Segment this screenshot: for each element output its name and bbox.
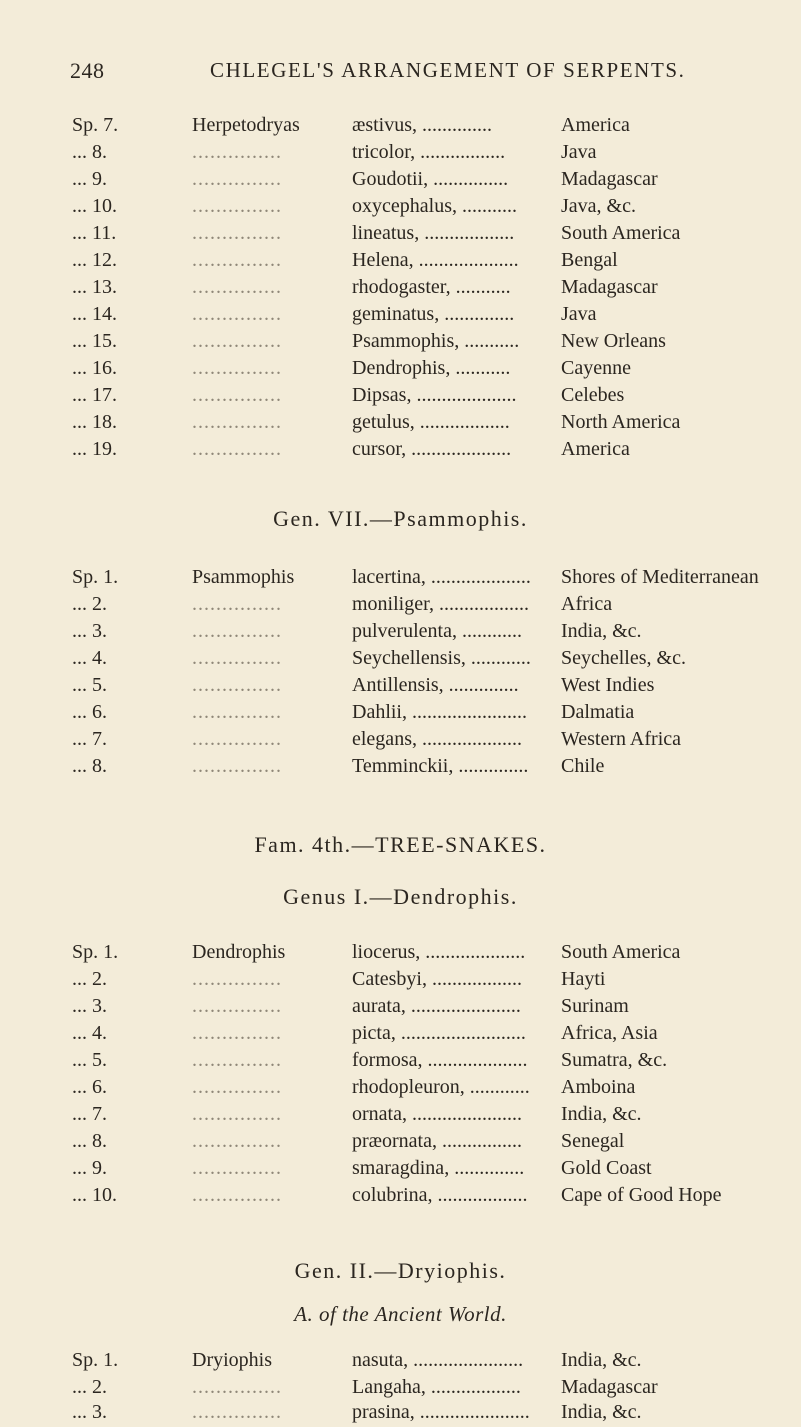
region-name: South America	[561, 222, 681, 244]
species-number: ... 2.	[72, 593, 107, 615]
genus-ditto: ...............	[192, 1130, 282, 1152]
genus-ditto: ...............	[192, 1022, 282, 1044]
list-item	[0, 726, 801, 752]
genus-ditto: ...............	[192, 968, 282, 990]
region-name: India, &c.	[561, 1103, 642, 1125]
list-item	[0, 193, 801, 219]
genus-ditto: ...............	[192, 1049, 282, 1071]
species-number: ... 8.	[72, 1130, 107, 1152]
genus-ditto: ...............	[192, 303, 282, 325]
species-number: ... 5.	[72, 674, 107, 696]
region-name: West Indies	[561, 674, 655, 696]
species-name: ornata, ......................	[352, 1103, 522, 1125]
species-name: Psammophis, ...........	[352, 330, 520, 352]
genus-name: Psammophis	[192, 566, 295, 588]
genus-ditto: ...............	[192, 1401, 282, 1423]
region-name: Sumatra, &c.	[561, 1049, 668, 1071]
species-number: ... 14.	[72, 303, 117, 325]
species-number: ... 16.	[72, 357, 117, 379]
genus-name: Herpetodryas	[192, 114, 300, 136]
species-name: rhodogaster, ...........	[352, 276, 511, 298]
region-name: Dalmatia	[561, 701, 635, 723]
genus-ditto: ...............	[192, 249, 282, 271]
species-number: ... 19.	[72, 438, 117, 460]
genus-ditto: ...............	[192, 168, 282, 190]
region-name: Senegal	[561, 1130, 625, 1152]
genus-ditto: ...............	[192, 1103, 282, 1125]
list-item	[0, 139, 801, 165]
region-name: Java, &c.	[561, 195, 636, 217]
list-item	[0, 382, 801, 408]
species-name: lacertina, ....................	[352, 566, 531, 588]
species-name: Dahlii, .......................	[352, 701, 527, 723]
list-item	[0, 699, 801, 725]
species-name: pulverulenta, ............	[352, 620, 522, 642]
list-item	[0, 1074, 801, 1100]
species-number: ... 3.	[72, 995, 107, 1017]
species-name: aurata, ......................	[352, 995, 521, 1017]
region-name: Surinam	[561, 995, 629, 1017]
page-header	[70, 58, 720, 88]
genus-ditto: ...............	[192, 222, 282, 244]
species-number: ... 2.	[72, 1376, 107, 1398]
region-name: America	[561, 438, 630, 460]
species-name: formosa, ....................	[352, 1049, 528, 1071]
region-name: Gold Coast	[561, 1157, 652, 1179]
genus-name: Dryiophis	[192, 1349, 272, 1371]
genus-ditto: ...............	[192, 701, 282, 723]
region-name: Madagascar	[561, 276, 658, 298]
genus-ditto: ...............	[192, 411, 282, 433]
species-name: Dipsas, ....................	[352, 384, 517, 406]
genus-ditto: ...............	[192, 384, 282, 406]
list-item	[0, 939, 801, 965]
species-name: rhodopleuron, ............	[352, 1076, 530, 1098]
region-name: America	[561, 114, 630, 136]
list-item	[0, 220, 801, 246]
genus-ditto: ...............	[192, 647, 282, 669]
list-item	[0, 1020, 801, 1046]
list-item	[0, 1374, 801, 1400]
region-name: Java	[561, 303, 597, 325]
region-name: Cayenne	[561, 357, 631, 379]
genus-ditto: ...............	[192, 593, 282, 615]
region-name: Africa	[561, 593, 613, 615]
species-number: ... 9.	[72, 1157, 107, 1179]
species-name: Helena, ....................	[352, 249, 519, 271]
species-name: Langaha, ..................	[352, 1376, 521, 1398]
species-name: Goudotii, ...............	[352, 168, 509, 190]
running-head: CHLEGEL'S ARRANGEMENT OF SERPENTS.	[210, 58, 686, 82]
region-name: South America	[561, 941, 681, 963]
genus-ditto: ...............	[192, 1157, 282, 1179]
list-item	[0, 618, 801, 644]
list-item	[0, 166, 801, 192]
list-item	[0, 409, 801, 435]
list-item	[0, 247, 801, 273]
genus-ditto: ...............	[192, 674, 282, 696]
species-number: ... 6.	[72, 1076, 107, 1098]
genus-ditto: ...............	[192, 276, 282, 298]
genus-ditto: ...............	[192, 728, 282, 750]
species-name: moniliger, ..................	[352, 593, 529, 615]
species-name: geminatus, ..............	[352, 303, 515, 325]
species-number: ... 12.	[72, 249, 117, 271]
region-name: Bengal	[561, 249, 618, 271]
list-item	[0, 966, 801, 992]
genus-ditto: ...............	[192, 141, 282, 163]
species-name: colubrina, ..................	[352, 1184, 528, 1206]
species-name: Seychellensis, ............	[352, 647, 531, 669]
species-number: Sp. 1.	[72, 941, 119, 963]
list-item	[0, 328, 801, 354]
species-number: ... 3.	[72, 620, 107, 642]
region-name: Madagascar	[561, 1376, 658, 1398]
region-name: Africa, Asia	[561, 1022, 658, 1044]
species-number: ... 7.	[72, 728, 107, 750]
list-item	[0, 1101, 801, 1127]
species-name: lineatus, ..................	[352, 222, 515, 244]
list-item	[0, 591, 801, 617]
species-number: ... 5.	[72, 1049, 107, 1071]
genus-ditto: ...............	[192, 195, 282, 217]
region-name: Hayti	[561, 968, 606, 990]
page-number: 248	[70, 58, 105, 83]
species-name: elegans, ....................	[352, 728, 522, 750]
species-name: æstivus, ..............	[352, 114, 493, 136]
species-name: nasuta, ......................	[352, 1349, 524, 1371]
region-name: Seychelles, &c.	[561, 647, 686, 669]
species-name: prasina, ......................	[352, 1401, 530, 1423]
species-number: Sp. 1.	[72, 1349, 119, 1371]
list-item	[0, 1182, 801, 1208]
species-number: ... 6.	[72, 701, 107, 723]
species-name: præornata, ................	[352, 1130, 522, 1152]
list-item	[0, 1047, 801, 1073]
species-name: Temminckii, ..............	[352, 755, 529, 777]
species-number: ... 15.	[72, 330, 117, 352]
list-item	[0, 1128, 801, 1154]
genus-heading: Genus I.—Dendrophis.	[283, 884, 518, 909]
species-number: ... 4.	[72, 1022, 107, 1044]
list-item	[0, 355, 801, 381]
genus-ditto: ...............	[192, 995, 282, 1017]
subsection-heading: A. of the Ancient World.	[294, 1302, 507, 1326]
genus-ditto: ...............	[192, 620, 282, 642]
species-name: liocerus, ....................	[352, 941, 526, 963]
region-name: Chile	[561, 755, 605, 777]
species-name: getulus, ..................	[352, 411, 510, 433]
genus-ditto: ...............	[192, 330, 282, 352]
list-item	[0, 753, 801, 779]
list-item	[0, 645, 801, 671]
region-name: Celebes	[561, 384, 625, 406]
list-item	[0, 1399, 801, 1425]
species-number: ... 4.	[72, 647, 107, 669]
species-name: tricolor, .................	[352, 141, 506, 163]
region-name: Java	[561, 141, 597, 163]
species-number: ... 13.	[72, 276, 117, 298]
region-name: Shores of Mediterranean	[561, 566, 759, 588]
region-name: North America	[561, 411, 681, 433]
species-number: ... 18.	[72, 411, 117, 433]
list-item	[0, 112, 801, 138]
family-heading: Fam. 4th.—TREE-SNAKES.	[254, 832, 547, 857]
species-number: ... 11.	[72, 222, 117, 244]
region-name: New Orleans	[561, 330, 666, 352]
genus-heading: Gen. VII.—Psammophis.	[273, 506, 528, 531]
species-number: ... 9.	[72, 168, 107, 190]
genus-ditto: ...............	[192, 438, 282, 460]
list-item	[0, 436, 801, 462]
list-item	[0, 672, 801, 698]
list-item	[0, 274, 801, 300]
region-name: Cape of Good Hope	[561, 1184, 722, 1206]
genus-ditto: ...............	[192, 1376, 282, 1398]
species-number: ... 3.	[72, 1401, 107, 1423]
species-name: smaragdina, ..............	[352, 1157, 525, 1179]
species-number: ... 8.	[72, 141, 107, 163]
species-name: Antillensis, ..............	[352, 674, 519, 696]
species-name: oxycephalus, ...........	[352, 195, 517, 217]
genus-ditto: ...............	[192, 357, 282, 379]
species-name: Catesbyi, ..................	[352, 968, 522, 990]
region-name: Amboina	[561, 1076, 636, 1098]
region-name: Western Africa	[561, 728, 681, 750]
list-item	[0, 301, 801, 327]
species-name: cursor, ....................	[352, 438, 512, 460]
genus-ditto: ...............	[192, 755, 282, 777]
list-item	[0, 564, 801, 590]
species-number: Sp. 7.	[72, 114, 119, 136]
list-item	[0, 993, 801, 1019]
region-name: India, &c.	[561, 1401, 642, 1423]
species-number: ... 17.	[72, 384, 117, 406]
species-name: picta, .........................	[352, 1022, 526, 1044]
species-name: Dendrophis, ...........	[352, 357, 511, 379]
species-number: Sp. 1.	[72, 566, 119, 588]
genus-heading: Gen. II.—Dryiophis.	[294, 1258, 507, 1283]
species-number: ... 8.	[72, 755, 107, 777]
species-number: ... 10.	[72, 195, 117, 217]
genus-ditto: ...............	[192, 1184, 282, 1206]
region-name: India, &c.	[561, 620, 642, 642]
genus-name: Dendrophis	[192, 941, 286, 963]
species-number: ... 2.	[72, 968, 107, 990]
region-name: India, &c.	[561, 1349, 642, 1371]
list-item	[0, 1347, 801, 1373]
list-item	[0, 1155, 801, 1181]
species-number: ... 7.	[72, 1103, 107, 1125]
species-number: ... 10.	[72, 1184, 117, 1206]
genus-ditto: ...............	[192, 1076, 282, 1098]
region-name: Madagascar	[561, 168, 658, 190]
